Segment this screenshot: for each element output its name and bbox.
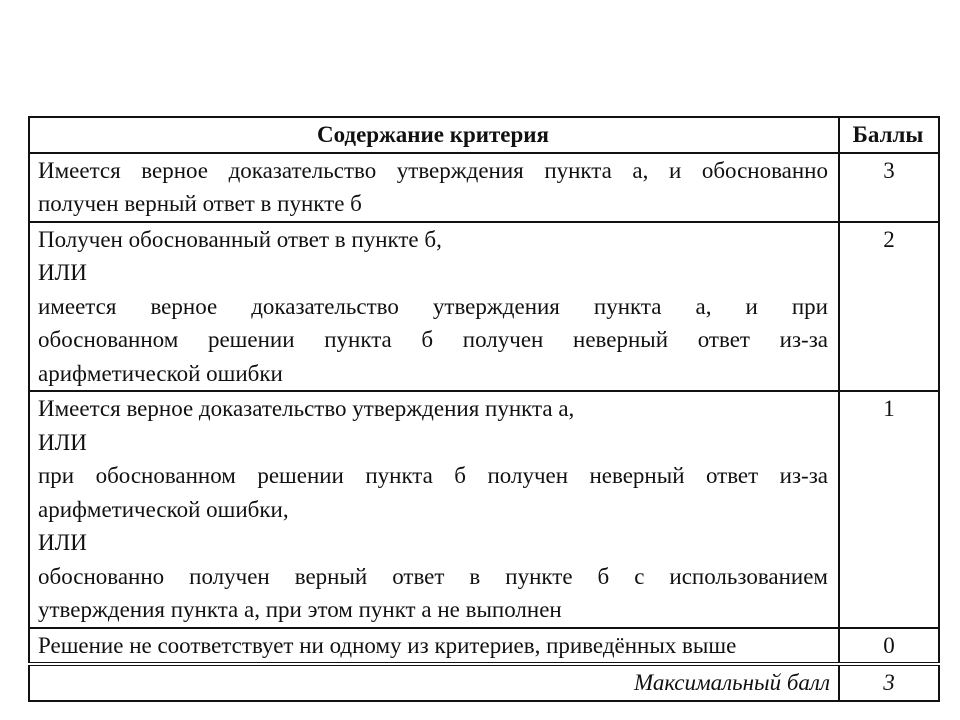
criterion-line: при обоснованном решении пункта б получен неверный ответ из-за	[38, 463, 828, 488]
criterion-line: Имеется верное доказательство утверждения пункта а, и обоснованно	[38, 157, 828, 183]
score-cell: 0	[839, 628, 939, 665]
criterion-row-2	[29, 222, 939, 392]
criterion-column-header: Содержание критерия	[29, 117, 839, 153]
criterion-line: обоснованно получен верный ответ в пункте б с использованием	[38, 563, 828, 589]
criterion-line: ИЛИ	[38, 530, 87, 555]
criterion-line: обоснованном решении пункта б получен неверный ответ из-за	[38, 327, 828, 352]
criterion-line: Имеется верное доказательство утверждения пункта а,	[38, 396, 575, 421]
criterion-row-3	[29, 153, 939, 222]
criterion-line: арифметической ошибки	[38, 360, 283, 386]
criterion-line: имеется верное доказательство утверждения пункта а, и при	[38, 293, 828, 319]
criterion-text	[29, 628, 839, 665]
header-row	[29, 117, 939, 153]
criterion-line: утверждения пункта а, при этом пункт а не выполнен	[38, 597, 562, 622]
criterion-line: арифметической ошибки,	[38, 496, 289, 522]
score-cell: 3	[839, 153, 939, 222]
criterion-row-1	[29, 391, 939, 628]
criterion-text	[29, 222, 839, 392]
max-score-row	[29, 664, 939, 701]
max-score-label: Максимальный балл	[29, 664, 839, 701]
criterion-line: Решение не соответствует ни одному из критериев, приведённых выше	[38, 632, 737, 658]
score-cell: 1	[839, 391, 939, 628]
criteria-table	[28, 116, 940, 702]
criterion-line: получен верный ответ в пункте б	[38, 191, 362, 216]
criterion-text	[29, 391, 839, 628]
score-column-header: Баллы	[839, 117, 939, 153]
max-score-value: 3	[839, 664, 939, 701]
criterion-line: Получен обоснованный ответ в пункте б,	[38, 226, 442, 252]
criterion-text	[29, 153, 839, 222]
criterion-line: ИЛИ	[38, 260, 87, 285]
score-cell: 2	[839, 222, 939, 392]
criterion-row-0	[29, 628, 939, 665]
criterion-line: ИЛИ	[38, 429, 87, 455]
